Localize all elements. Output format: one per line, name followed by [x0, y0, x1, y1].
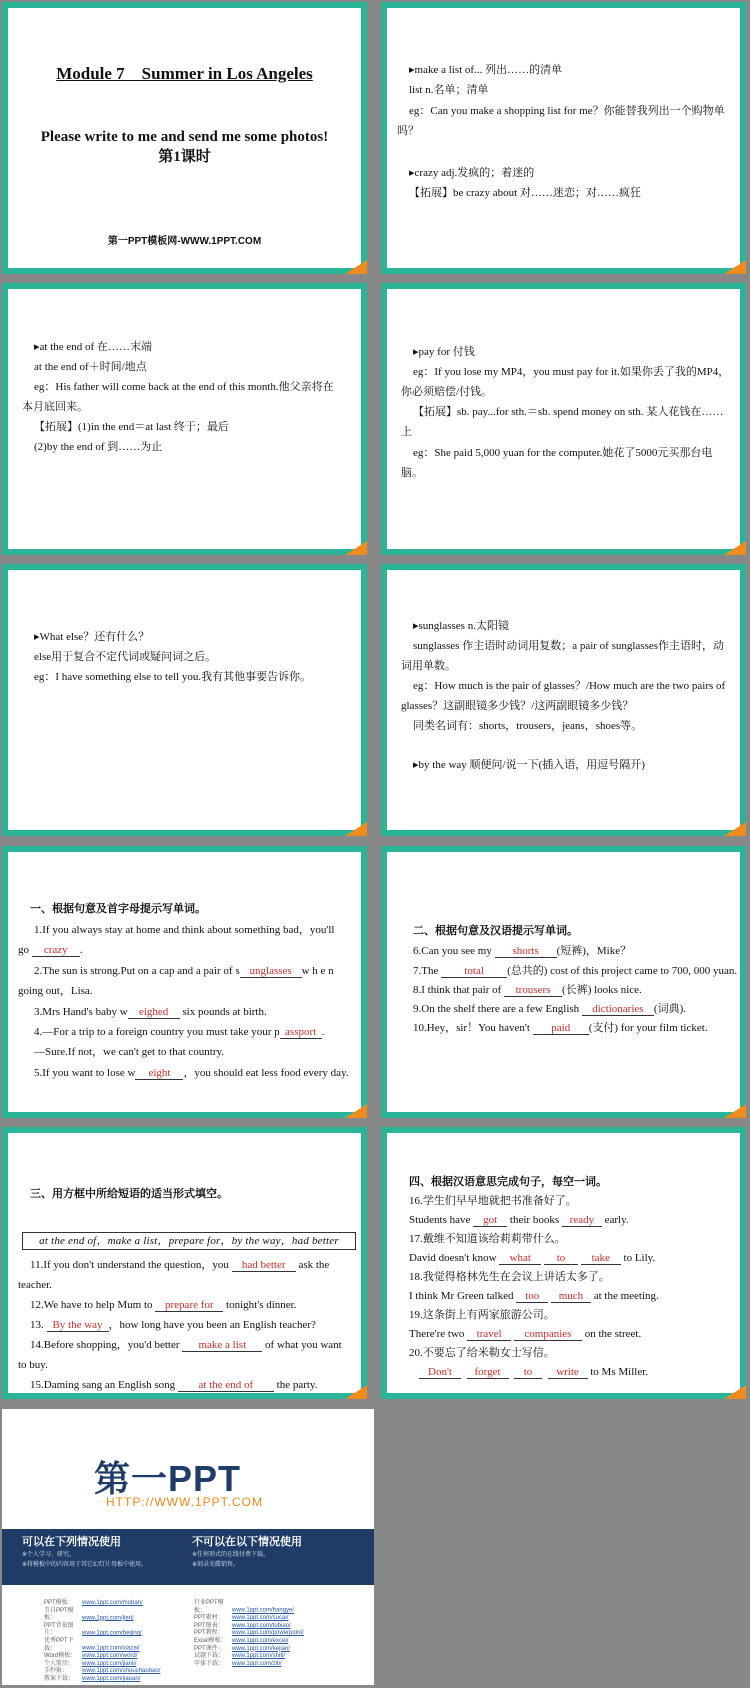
slide-3-content: [8, 289, 361, 549]
answer-blank: companies: [514, 1328, 582, 1341]
answer-blank: too: [516, 1290, 548, 1303]
footer-link[interactable]: www.1ppt.com/shouchaobao/: [82, 1668, 161, 1675]
slide-1-content: [8, 8, 361, 268]
module-title: Module 7 Summer in Los Angeles: [56, 64, 313, 83]
footer-link-row: [194, 1638, 304, 1646]
cannot-use-title: 不可以在以下情况使用: [192, 1536, 302, 1548]
question-19: 19.这条街上有两家旅游公司。: [409, 1309, 555, 1321]
question-3: 3.Mrs Hand's baby w eighed six pounds at birth.: [34, 1006, 267, 1018]
exercise-heading: 二、根据句意及汉语提示写单词。: [413, 925, 578, 937]
vocab-line: list n.名单；清单: [409, 84, 489, 96]
footer-link-row: [194, 1653, 304, 1661]
vocab-line: eg：His father will come back at the end of this month.他父亲将在: [34, 381, 334, 393]
answer-blank: unglasses: [240, 965, 302, 978]
footer-link-row: [194, 1615, 304, 1623]
answer-blank: to: [514, 1366, 542, 1379]
answer-blank: had better: [232, 1259, 296, 1272]
slide-2-content: [387, 8, 740, 268]
question-12: 12.We have to help Mum to prepare for tonight's dinner.: [30, 1299, 297, 1311]
question-14: 14.Before shopping，you'd better make a list of what you want: [30, 1339, 342, 1351]
question-15: 15.Daming sang an English song at the end of the party.: [30, 1379, 318, 1391]
slide-8[interactable]: [381, 846, 746, 1118]
footer-link-label: PPT素材：: [194, 1615, 224, 1622]
footer-link[interactable]: www.1ppt.com/tubiao/: [232, 1622, 291, 1629]
question-16: 16.学生们早早地就把书准备好了。: [409, 1195, 577, 1207]
footer-link-row: [44, 1608, 160, 1623]
footer-link-label: 行业PPT模板：: [194, 1600, 224, 1614]
footer-link-label: 字体下载：: [194, 1660, 225, 1667]
answer-blank: eighed: [128, 1006, 180, 1019]
vocab-line: ▸crazy adj.发疯的；着迷的: [409, 167, 535, 179]
vocab-line: eg：If you lose my MP4，you must pay for it.如果你丢了我的MP4，: [413, 366, 730, 378]
vocab-line: 同类名词有：shorts，trousers，jeans，shoes等。: [413, 720, 643, 732]
slide-4-content: [387, 289, 740, 549]
question-17-en: David doesn't know what to take to Lily.: [409, 1252, 656, 1264]
links-right: [194, 1600, 304, 1668]
corner-decoration: [724, 822, 746, 836]
question-19-en: There're two travel companies on the street.: [409, 1328, 642, 1340]
answer-blank: travel: [467, 1328, 511, 1341]
question-8: 8.I think that pair of trousers (长裤) looks nice.: [413, 984, 642, 996]
vocab-line: 上: [401, 426, 412, 438]
question-4-cont: —Sure.If not，we can't get to that country.: [34, 1046, 225, 1058]
vocab-line: else用于复合不定代词或疑问词之后。: [34, 651, 217, 663]
slide-9-content: [8, 1133, 361, 1393]
end-slide[interactable]: [2, 1409, 374, 1685]
cannot-use-2: ※刻录光碟销售。: [192, 1562, 240, 1568]
footer-link-label: 个人简历：: [44, 1660, 75, 1667]
question-11: 11.If you don't understand the question，you had better ask the: [30, 1259, 330, 1271]
answer-blank: ready: [562, 1214, 602, 1227]
answer-blank: crazy: [32, 944, 80, 957]
footer-link-label: 教案下载：: [44, 1675, 75, 1682]
answer-blank: much: [551, 1290, 591, 1303]
footer-link-row: [44, 1676, 160, 1684]
answer-blank: what: [499, 1252, 541, 1265]
answer-blank: total: [441, 965, 507, 978]
slide-1[interactable]: [2, 2, 367, 274]
corner-decoration: [345, 1104, 367, 1118]
question-7: 7.The total (总共的) cost of this project came to 700, 000 yuan.: [413, 965, 738, 977]
footer-link-label: 节日PPT模板：: [44, 1607, 74, 1622]
question-10: 10.Hey，sir！You haven't paid (支付) for your film ticket.: [413, 1022, 708, 1034]
brand-url: HTTP://WWW.1PPT.COM: [106, 1495, 263, 1509]
can-use-1: ※个人学习、研究。: [22, 1552, 76, 1558]
footer-link[interactable]: www.1ppt.com/ziti/: [232, 1660, 282, 1667]
question-9: 9.On the shelf there are a few English dictionaries (词典).: [413, 1003, 686, 1015]
footer-link[interactable]: www.1ppt.com/excel/: [232, 1637, 289, 1644]
slide-3[interactable]: [2, 283, 367, 555]
question-2: 2.The sun is strong.Put on a cap and a pair of s unglasses w h e n: [34, 965, 334, 977]
corner-decoration: [345, 1385, 367, 1399]
answer-blank: forget: [467, 1366, 509, 1379]
answer-blank: to: [544, 1252, 578, 1265]
footer-link-row: [44, 1638, 160, 1653]
question-20-en: Don't forget to write to Ms Miller.: [419, 1365, 648, 1379]
footer-link[interactable]: www.1ppt.com/jieri/: [82, 1615, 134, 1622]
vocab-line: eg：Can you make a shopping list for me？你能替我列出一个购物单: [409, 105, 725, 117]
vocab-line: at the end of＋时间/地点: [34, 361, 147, 373]
footer-link-label: PPT模板：: [44, 1600, 74, 1606]
footer-link-label: Excel模板：: [194, 1637, 227, 1644]
answer-blank: dictionaries: [582, 1003, 654, 1016]
corner-decoration: [345, 260, 367, 274]
corner-decoration: [724, 1104, 746, 1118]
vocab-line: ▸at the end of 在……末端: [34, 341, 152, 353]
answer-blank: eight: [135, 1067, 183, 1080]
slide-2[interactable]: [381, 2, 746, 274]
answer-blank: Don't: [419, 1366, 461, 1379]
vocab-line: ▸sunglasses n.太阳镜: [413, 620, 509, 632]
question-18-en: I think Mr Green talked too much at the meeting.: [409, 1290, 659, 1302]
vocab-line: 【拓展】(1)in the end＝at last 终于；最后: [34, 421, 229, 433]
can-use-2: ※将模板中的内容用于其它幻灯片母板中使用。: [22, 1562, 148, 1568]
corner-decoration: [345, 541, 367, 555]
footer-link-row: [194, 1630, 304, 1638]
vocab-line: 吗？: [397, 125, 419, 137]
footer-link-label: 手抄报：: [44, 1668, 69, 1675]
footer-link-row: [44, 1668, 160, 1676]
question-20: 20.不要忘了给米勒女士写信。: [409, 1347, 555, 1359]
footer-link[interactable]: www.1ppt.com/hangye/: [232, 1607, 295, 1614]
footer-link-row: [44, 1653, 160, 1661]
footer-link-label: 优秀PPT下载：: [44, 1637, 74, 1652]
footer-link[interactable]: www.1ppt.com/powerpoint/: [232, 1630, 304, 1637]
answer-blank: make a list: [182, 1339, 262, 1352]
footer-link-label: Word模板：: [44, 1653, 77, 1660]
footer-link-row: [44, 1623, 160, 1638]
vocab-line: eg：How much is the pair of glasses？/How much are the two pairs of: [413, 680, 726, 692]
vocab-line: sunglasses 作主语时动词用复数；a pair of sunglasses作主语时，动: [413, 640, 725, 652]
corner-decoration: [345, 822, 367, 836]
footer-link-row: [194, 1600, 304, 1615]
slide-6-content: [387, 570, 740, 830]
footer-link[interactable]: www.1ppt.com/jianli/: [82, 1660, 137, 1667]
footer-link-label: PPT教程：: [194, 1630, 224, 1637]
slide-10[interactable]: [381, 1127, 746, 1399]
brand-logo: 第一PPT: [94, 1458, 242, 1499]
vocab-line: ▸by the way 顺便问/说一下(插入语，用逗号隔开): [413, 759, 645, 771]
answer-blank: take: [581, 1252, 621, 1265]
vocab-line: 词用单数。: [401, 660, 456, 672]
slide-5[interactable]: [2, 564, 367, 836]
footer-link[interactable]: www.1ppt.com/kejian/: [232, 1645, 291, 1652]
vocab-line: ▸make a list of... 列出……的清单: [409, 64, 563, 76]
footer-link-label: PPT课件：: [194, 1645, 224, 1652]
answer-blank: trousers: [504, 984, 562, 997]
question-13: 13. By the way ，how long have you been an English teacher?: [30, 1319, 316, 1331]
vocab-line: (2)by the end of 到……为止: [34, 441, 163, 453]
question-18: 18.我觉得格林先生在会议上讲话太多了。: [409, 1271, 610, 1283]
footer-link[interactable]: www.1ppt.com/sucai/: [232, 1615, 289, 1622]
site-footer: 第一PPT模板网-WWW.1PPT.COM: [107, 236, 262, 247]
footer-link[interactable]: www.1ppt.com/jiaoan/: [82, 1675, 141, 1682]
question-1-cont: go crazy .: [18, 944, 83, 956]
question-6: 6.Can you see my shorts (短裤)，Mike？: [413, 945, 632, 957]
footer-link-label: 试题下载：: [194, 1653, 225, 1660]
footer-link-row: [194, 1661, 304, 1669]
answer-blank: By the way: [47, 1319, 109, 1332]
can-use-title: 可以在下列情况使用: [22, 1536, 121, 1548]
vocab-line: 你必须赔偿/付钱。: [401, 386, 493, 398]
footer-link-label: PPT背景图片：: [44, 1622, 74, 1637]
corner-decoration: [724, 1385, 746, 1399]
vocab-line: 【拓展】sb. pay...for sth.＝sb. spend money on sth. 某人花钱在……: [413, 406, 724, 418]
answer-blank: paid: [533, 1022, 589, 1035]
question-5: 5.If you want to lose w eight ，you should eat less food every day.: [34, 1067, 349, 1079]
slide-7[interactable]: [2, 846, 367, 1118]
corner-decoration: [724, 541, 746, 555]
footer-link[interactable]: www.1ppt.com/word/: [82, 1653, 138, 1660]
answer-blank: assport: [280, 1026, 322, 1039]
slide-5-content: [8, 570, 361, 830]
question-11-cont: teacher.: [18, 1279, 52, 1291]
answer-blank: shorts: [495, 945, 557, 958]
slide-4[interactable]: [381, 283, 746, 555]
answer-blank: got: [473, 1214, 507, 1227]
vocab-line: eg：I have something else to tell you.我有其他事要告诉你。: [34, 671, 312, 683]
question-2-cont: going out，Lisa.: [18, 985, 93, 997]
vocab-line: eg：She paid 5,000 yuan for the computer.她花了5000元买那台电: [413, 447, 713, 459]
footer-link[interactable]: www.1ppt.com/xiazai/: [82, 1645, 140, 1652]
vocab-line: 【拓展】be crazy about 对……迷恋；对……疯狂: [409, 187, 641, 199]
usage-band: [2, 1529, 374, 1585]
question-17: 17.戴维不知道该给莉莉带什么。: [409, 1233, 566, 1245]
exercise-heading: 三、用方框中所给短语的适当形式填空。: [30, 1188, 228, 1200]
links-left: [44, 1600, 160, 1684]
vocab-line: 脑。: [401, 467, 423, 479]
slide-10-content: [387, 1133, 740, 1393]
lesson-subtitle: Please write to me and send me some photos!: [40, 129, 329, 145]
slide-7-content: [8, 852, 361, 1112]
cannot-use-1: ※任何形式的在线付费下载。: [192, 1552, 270, 1558]
slide-6[interactable]: [381, 564, 746, 836]
lesson-number: 第1课时: [158, 149, 211, 165]
phrase-box: at the end of，make a list，prepare for，by the way，had better: [22, 1232, 356, 1250]
vocab-line: ▸pay for 付钱: [413, 346, 475, 358]
vocab-line: glasses？这副眼镜多少钱？/这两副眼镜多少钱？: [401, 700, 634, 712]
exercise-heading: 四、根据汉语意思完成句子，每空一词。: [409, 1176, 607, 1188]
footer-link-label: PPT图表：: [194, 1622, 224, 1629]
answer-blank: prepare for: [155, 1299, 223, 1312]
question-14-cont: to buy.: [18, 1359, 48, 1371]
footer-link[interactable]: www.1ppt.com/beijing/: [82, 1630, 142, 1637]
slide-9[interactable]: [2, 1127, 367, 1399]
answer-blank: at the end of: [178, 1379, 274, 1392]
vocab-line: ▸What else？还有什么？: [34, 631, 150, 643]
vocab-line: 本月底回来。: [22, 401, 88, 413]
question-1: 1.If you always stay at home and think about something bad，you'll: [34, 924, 335, 936]
question-16-en: Students have got their books ready early.: [409, 1214, 629, 1226]
footer-link[interactable]: www.1ppt.com/moban/: [82, 1600, 143, 1606]
footer-link[interactable]: www.1ppt.com/shiti/: [232, 1653, 286, 1660]
answer-blank: write: [548, 1366, 588, 1379]
footer-link-row: [44, 1600, 160, 1608]
slide-8-content: [387, 852, 740, 1112]
corner-decoration: [724, 260, 746, 274]
exercise-heading: 一、根据句意及首字母提示写单词。: [30, 903, 206, 915]
question-4: 4.—For a trip to a foreign country you must take your p assport .: [34, 1026, 325, 1038]
